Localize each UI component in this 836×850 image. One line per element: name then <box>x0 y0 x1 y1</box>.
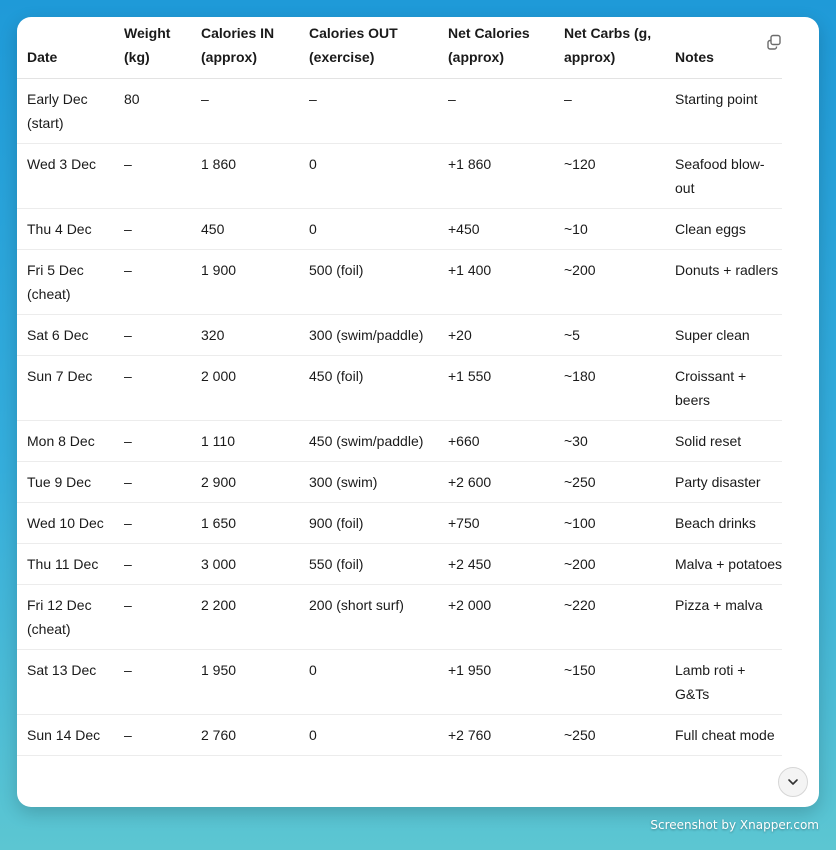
cell-net-calories: +2 450 <box>448 555 492 572</box>
cell-net-carbs: ~220 <box>564 596 596 613</box>
cell-calories-out: 500 (foil) <box>309 261 364 278</box>
cell-notes: Solid reset <box>675 432 742 449</box>
cell-weight: – <box>124 326 132 343</box>
cell-notes: Croissant + beers <box>675 367 747 408</box>
cell-net-calories: – <box>448 90 456 107</box>
cell-calories-in: 1 110 <box>201 432 235 449</box>
cell-net-calories: +1 550 <box>448 367 492 384</box>
cell-notes: Clean eggs <box>675 220 746 237</box>
cell-date: Fri 12 Dec (cheat) <box>27 596 92 637</box>
table-card <box>17 17 819 807</box>
table-row <box>17 543 782 584</box>
cell-net-carbs: ~150 <box>564 661 596 678</box>
cell-calories-in: 3 000 <box>201 555 237 572</box>
cell-calories-in: 320 <box>201 326 225 343</box>
header-notes: Notes <box>675 48 714 65</box>
cell-net-carbs: ~250 <box>564 473 596 490</box>
cell-calories-out: 0 <box>309 661 317 678</box>
cell-calories-out: 0 <box>309 726 317 743</box>
cell-net-carbs: ~10 <box>564 220 588 237</box>
data-table <box>17 17 782 756</box>
header-calories-in: Calories IN (approx) <box>201 24 275 65</box>
cell-net-calories: +20 <box>448 326 472 343</box>
cell-calories-in: 1 860 <box>201 155 237 172</box>
cell-weight: – <box>124 155 132 172</box>
cell-date: Sat 13 Dec <box>27 661 97 678</box>
copy-button[interactable] <box>765 33 783 51</box>
cell-weight: – <box>124 220 132 237</box>
cell-notes: Pizza + malva <box>675 596 763 613</box>
cell-calories-out: 0 <box>309 155 317 172</box>
cell-net-calories: +450 <box>448 220 480 237</box>
table-row <box>17 208 782 249</box>
table-row <box>17 314 782 355</box>
cell-notes: Malva + potatoes <box>675 555 783 572</box>
cell-calories-out: 300 (swim/paddle) <box>309 326 424 343</box>
cell-weight: – <box>124 432 132 449</box>
cell-weight: 80 <box>124 90 140 107</box>
cell-date: Thu 11 Dec <box>27 555 99 572</box>
cell-calories-in: 2 200 <box>201 596 237 613</box>
cell-date: Mon 8 Dec <box>27 432 95 449</box>
cell-weight: – <box>124 261 132 278</box>
cell-net-carbs: ~250 <box>564 726 596 743</box>
cell-notes: Donuts + radlers <box>675 261 779 278</box>
cell-notes: Full cheat mode <box>675 726 775 743</box>
cell-notes: Starting point <box>675 90 758 107</box>
table-row <box>17 249 782 314</box>
cell-calories-in: 1 950 <box>201 661 237 678</box>
cell-notes: Party disaster <box>675 473 761 490</box>
cell-net-carbs: ~100 <box>564 514 596 531</box>
table-row <box>17 584 782 649</box>
cell-net-calories: +1 400 <box>448 261 492 278</box>
header-weight: Weight (kg) <box>124 24 171 65</box>
cell-date: Sun 14 Dec <box>27 726 101 743</box>
cell-calories-out: 0 <box>309 220 317 237</box>
cell-net-calories: +1 950 <box>448 661 492 678</box>
cell-date: Wed 10 Dec <box>27 514 104 531</box>
table-header-row <box>17 17 782 78</box>
cell-date: Wed 3 Dec <box>27 155 96 172</box>
table-row <box>17 78 782 143</box>
cell-calories-out: 550 (foil) <box>309 555 364 572</box>
cell-net-carbs: ~200 <box>564 261 596 278</box>
cell-calories-in: 1 900 <box>201 261 237 278</box>
cell-date: Early Dec (start) <box>27 90 88 131</box>
cell-date: Fri 5 Dec (cheat) <box>27 261 84 302</box>
table-row <box>17 461 782 502</box>
cell-calories-out: 300 (swim) <box>309 473 378 490</box>
cell-calories-in: 2 900 <box>201 473 237 490</box>
cell-net-carbs: – <box>564 90 572 107</box>
chevron-down-icon <box>786 775 800 789</box>
cell-net-carbs: ~5 <box>564 326 580 343</box>
cell-weight: – <box>124 473 132 490</box>
scroll-down-button[interactable] <box>778 767 808 797</box>
cell-calories-out: 450 (swim/paddle) <box>309 432 424 449</box>
cell-calories-out: 450 (foil) <box>309 367 364 384</box>
cell-net-calories: +660 <box>448 432 480 449</box>
cell-net-calories: +750 <box>448 514 480 531</box>
table-row <box>17 355 782 420</box>
cell-weight: – <box>124 555 132 572</box>
cell-calories-out: – <box>309 90 317 107</box>
table-row <box>17 143 782 208</box>
header-net-carbs: Net Carbs (g, approx) <box>564 24 652 65</box>
cell-net-calories: +1 860 <box>448 155 492 172</box>
cell-net-carbs: ~30 <box>564 432 588 449</box>
cell-notes: Super clean <box>675 326 750 343</box>
cell-weight: – <box>124 726 132 743</box>
cell-weight: – <box>124 367 132 384</box>
cell-net-calories: +2 600 <box>448 473 492 490</box>
cell-calories-in: 2 760 <box>201 726 237 743</box>
cell-calories-in: 1 650 <box>201 514 237 531</box>
cell-notes: Beach drinks <box>675 514 756 531</box>
cell-date: Sun 7 Dec <box>27 367 93 384</box>
cell-calories-out: 200 (short surf) <box>309 596 404 613</box>
table-row <box>17 714 782 755</box>
cell-calories-out: 900 (foil) <box>309 514 364 531</box>
copy-icon <box>765 33 783 51</box>
cell-calories-in: – <box>201 90 209 107</box>
cell-net-carbs: ~180 <box>564 367 596 384</box>
header-date: Date <box>27 48 58 65</box>
cell-net-carbs: ~120 <box>564 155 596 172</box>
cell-calories-in: 450 <box>201 220 225 237</box>
cell-weight: – <box>124 661 132 678</box>
table-row <box>17 420 782 461</box>
cell-net-carbs: ~200 <box>564 555 596 572</box>
header-net-calories: Net Calories (approx) <box>448 24 530 65</box>
cell-date: Tue 9 Dec <box>27 473 92 490</box>
cell-weight: – <box>124 596 132 613</box>
cell-weight: – <box>124 514 132 531</box>
table-row <box>17 502 782 543</box>
cell-calories-in: 2 000 <box>201 367 237 384</box>
cell-date: Thu 4 Dec <box>27 220 92 237</box>
cell-notes: Lamb roti + G&Ts <box>675 661 746 702</box>
cell-net-calories: +2 760 <box>448 726 492 743</box>
table-row <box>17 649 782 714</box>
cell-net-calories: +2 000 <box>448 596 492 613</box>
cell-date: Sat 6 Dec <box>27 326 89 343</box>
watermark: Screenshot by Xnapper.com <box>650 818 819 832</box>
cell-notes: Seafood blow-out <box>675 155 765 196</box>
header-calories-out: Calories OUT (exercise) <box>309 24 398 65</box>
